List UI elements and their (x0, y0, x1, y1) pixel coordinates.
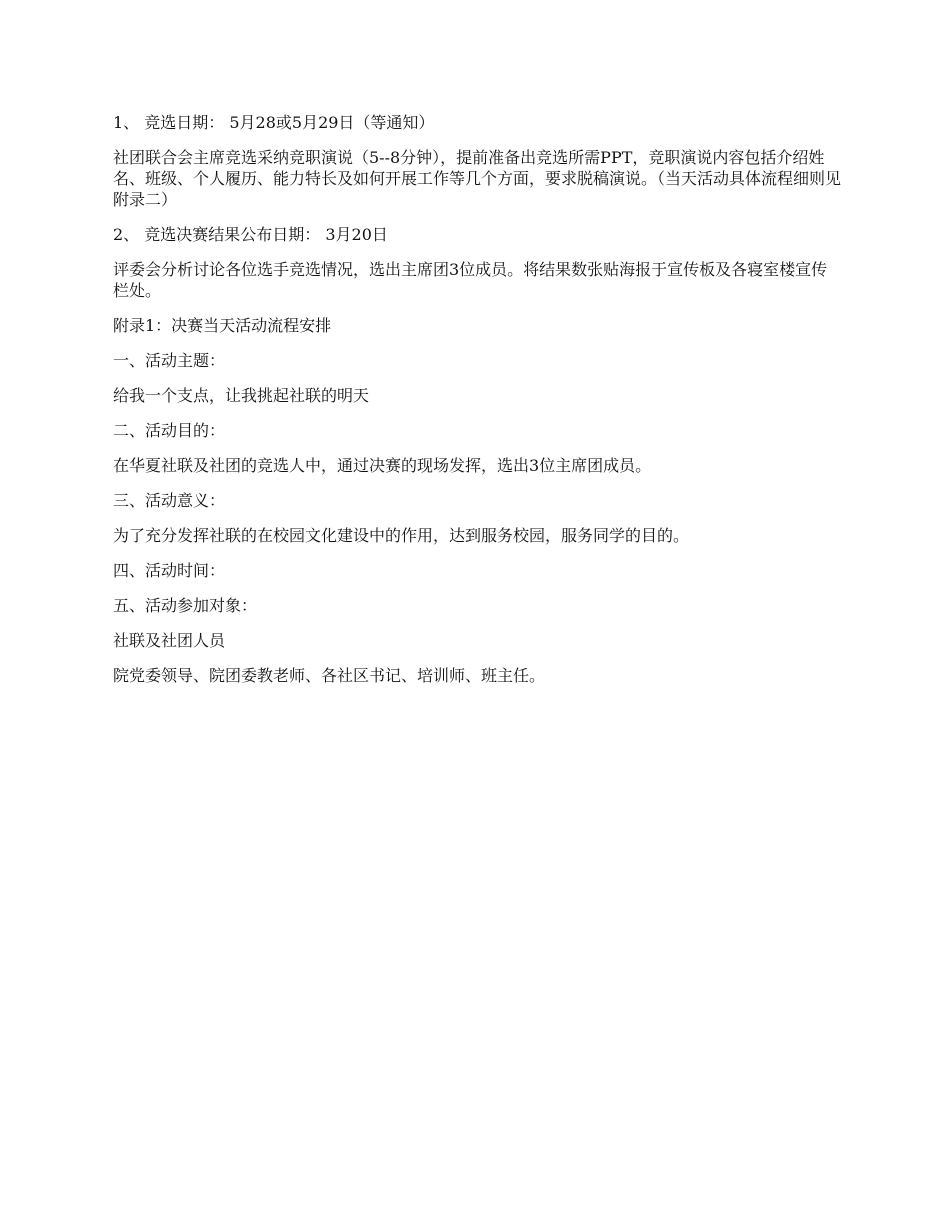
participants-heading: 五、活动参加对象： (113, 596, 258, 615)
theme-text: 给我一个支点，让我挑起社联的明天 (113, 386, 370, 405)
appendix-title: 附录1：决赛当天活动流程安排 (113, 316, 332, 335)
participants-text: 社联及社团人员 (113, 631, 226, 650)
guests-text: 院党委领导、院团委教老师、各社区书记、培训师、班主任。 (113, 666, 546, 685)
purpose-text: 在华夏社联及社团的竞选人中，通过决赛的现场发挥，选出3位主席团成员。 (113, 456, 652, 475)
section-2-text: 评委会分析讨论各位选手竞选情况，选出主席团3位成员。将结果数张贴海报于宣传板及各寝室楼宣传栏处。 (113, 260, 828, 300)
section-1-text: 社团联合会主席竞选采纳竞职演说（5--8分钟），提前准备出竞选所需PPT，竞职演说内容包括介绍姓名、班级、个人履历、能力特长及如何开展工作等几个方面，要求脱稿演说。（当天活动具体流程细则见附录二） (113, 148, 842, 209)
theme-heading: 一、活动主题： (113, 351, 226, 370)
section-2-heading: 2、 竞选决赛结果公布日期： 3月20日 (113, 225, 388, 244)
document-body (113, 112, 841, 700)
significance-heading: 三、活动意义： (113, 491, 226, 510)
significance-text: 为了充分发挥社联的在校园文化建设中的作用，达到服务校园，服务同学的目的。 (113, 526, 690, 545)
section-1-heading: 1、 竞选日期： 5月28或5月29日（等通知） (113, 113, 435, 132)
time-heading: 四、活动时间： (113, 561, 226, 580)
purpose-heading: 二、活动目的： (113, 421, 226, 440)
